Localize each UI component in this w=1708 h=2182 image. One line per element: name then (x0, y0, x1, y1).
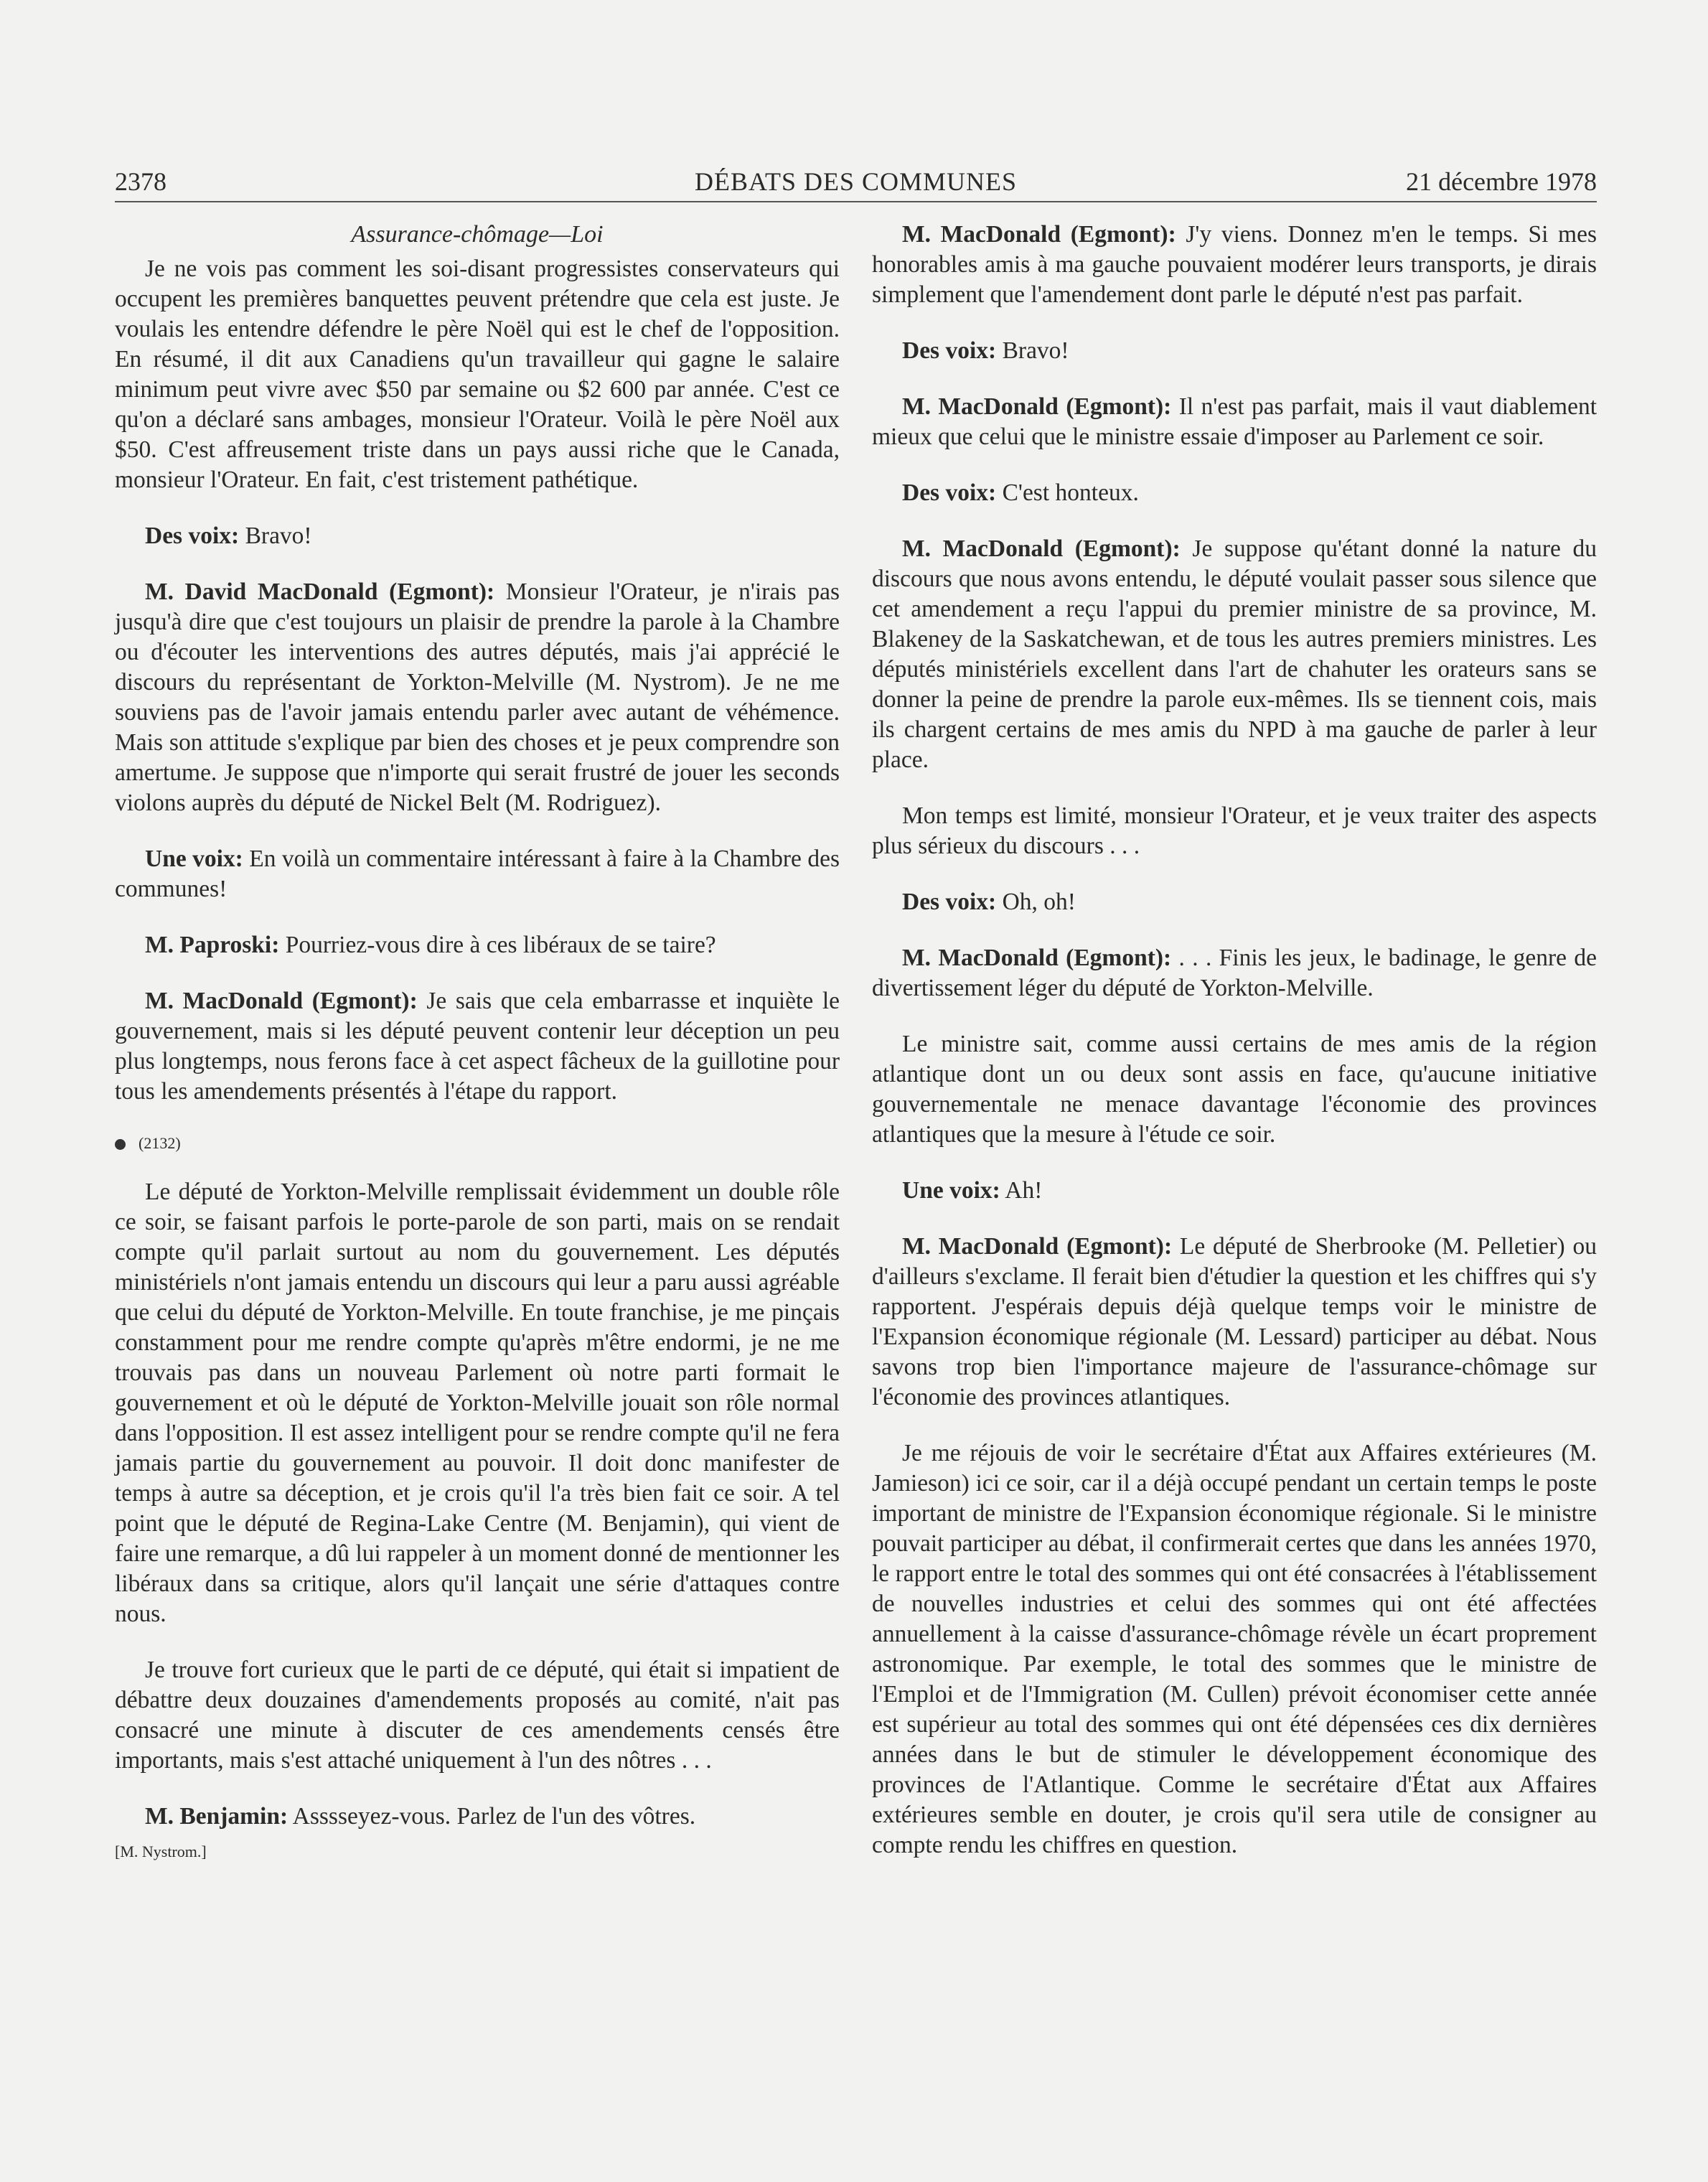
paragraph: Je me réjouis de voir le secrétaire d'État aux Affaires extérieures (M. Jamieson) ici ce soir, car il a déjà occupé pendant un certain temps le poste important de ministre de l'Expansion économique régionale. Si le ministre pouvait participer au débat, il confirmerait certes que dans les années 1970, le rapport entre le total des sommes qui ont été consacrées à l'établissement de nouvelles industries et celui des sommes qui ont été affectées annuellement à la caisse d'assurance-chômage révèle un écart proprement astronomique. Par exemple, le total des sommes que le ministre de l'Emploi et de l'Immigration (M. Cullen) prévoit économiser cette année est supérieur au total des sommes qui ont été dépensées ces dix dernières années dans le but de stimuler le développement économique des provinces de l'Atlantique. Comme le secrétaire d'État aux Affaires extérieures semble en douter, je crois qu'il sera utile de consigner au compte rendu les chiffres en question. (872, 1440, 1597, 1858)
time-marker: (2132) (115, 1133, 840, 1154)
footer-reference: [M. Nystrom.] (115, 1842, 207, 1860)
speaker-name: M. MacDonald (Egmont): (902, 393, 1172, 420)
paragraph: M. Paproski: Pourriez-vous dire à ces libéraux de se taire? (145, 932, 716, 958)
left-column (115, 220, 840, 1862)
speaker-name: M. MacDonald (Egmont): (902, 1233, 1173, 1260)
speaker-name: Des voix: (902, 889, 997, 915)
paragraph: Mon temps est limité, monsieur l'Orateur, et je veux traiter des aspects plus sérieux du discours . . . (872, 802, 1597, 859)
paragraph: Des voix: Bravo! (145, 523, 312, 549)
paragraph: Des voix: Oh, oh! (902, 889, 1076, 915)
publication-date: 21 décembre 1978 (1406, 167, 1597, 196)
paragraph: Une voix: Ah! (902, 1177, 1043, 1204)
speaker-name: M. MacDonald (Egmont): (145, 988, 418, 1014)
paragraph: Le député de Yorkton-Melville remplissait évidemment un double rôle ce soir, se faisant parfois le porte-parole de son parti, mais on se rendait compte qu'il parlait surtout au nom du gouvernement. Les députés ministériels n'ont jamais entendu un discours qui leur a paru aussi agréable que celui du député de Yorkton-Melville. En toute franchise, je me pinçais constamment pour me rendre compte qu'après m'être endormi, je ne me trouvais pas dans un nouveau Parlement où notre parti formait le gouvernement et où le député de Yorkton-Melville jouait son rôle normal dans l'opposition. Il est assez intelligent pour se rendre compte qu'il ne fera jamais partie du gouvernement au pouvoir. Il doit donc manifester de temps à autre sa déception, et je crois qu'il l'a très bien fait ce soir. A tel point que le député de Regina-Lake Centre (M. Benjamin), qui vient de faire une remarque, a dû lui rappeler à un moment donné de mentionner les libéraux dans sa critique, alors qu'il lançait une série d'attaques contre nous. (115, 1179, 840, 1627)
speaker-name: M. MacDonald (Egmont): (902, 945, 1172, 971)
section-title: Assurance-chômage—Loi (351, 221, 604, 248)
speaker-name: Des voix: (902, 479, 997, 506)
paragraph: Une voix: En voilà un commentaire intéressant à faire à la Chambre des communes! (115, 846, 840, 902)
paragraph: Le ministre sait, comme aussi certains de mes amis de la région atlantique dont un ou deux sont assis en face, qu'aucune initiative gouvernementale ne menace davantage l'économie des provinces atlantiques que la mesure à l'étude ce soir. (872, 1031, 1597, 1148)
paragraph: Des voix: Bravo! (902, 337, 1069, 364)
right-column (872, 220, 1597, 1886)
paragraph: M. MacDonald (Egmont): J'y viens. Donnez m'en le temps. Si mes honorables amis à ma gauche pouvaient modérer leurs transports, je dirais simplement que l'amendement dont parle le député n'est pas parfait. (872, 221, 1597, 308)
speaker-name: Une voix: (145, 846, 243, 872)
page-number: 2378 (115, 167, 166, 196)
page-header (115, 162, 1597, 202)
speaker-name: M. MacDonald (Egmont): (902, 535, 1181, 562)
paragraph: M. Benjamin: Asssseyez-vous. Parlez de l'un des vôtres. (145, 1803, 696, 1830)
paragraph: M. David MacDonald (Egmont): Monsieur l'Orateur, je n'irais pas jusqu'à dire que c'est toujours un plaisir de prendre la parole à la Chambre ou d'écouter les interventions des autres députés, mais j'ai apprécié le discours du représentant de Yorkton-Melville (M. Nystrom). Je ne me souviens pas de l'avoir jamais entendu parler avec autant de véhémence. Mais son attitude s'explique par bien des choses et je peux comprendre son amertume. Je suppose que n'importe qui serait frustré de jouer les seconds violons auprès du député de Nickel Belt (M. Rodriguez). (115, 579, 840, 816)
paragraph: M. MacDonald (Egmont): . . . Finis les jeux, le badinage, le genre de divertissement léger du député de Yorkton-Melville. (872, 945, 1597, 1001)
speaker-name: M. David MacDonald (Egmont): (145, 579, 495, 605)
speaker-name: Des voix: (145, 523, 240, 549)
speaker-name: M. Benjamin: (145, 1803, 288, 1830)
speaker-name: M. Paproski: (145, 932, 280, 958)
paragraph: Des voix: C'est honteux. (902, 479, 1139, 506)
speaker-name: Des voix: (902, 337, 997, 364)
paragraph: M. MacDonald (Egmont): Le député de Sherbrooke (M. Pelletier) ou d'ailleurs s'exclame. Il ferait bien d'étudier la question et les chiffres qui s'y rapportent. J'espérais depuis déjà quelque temps voir le ministre de l'Expansion économique régionale (M. Lessard) participer au débat. Nous savons trop bien l'importance majeure de l'assurance-chômage sur l'économie des provinces atlantiques. (872, 1233, 1597, 1410)
paragraph: Je trouve fort curieux que le parti de ce député, qui était si impatient de débattre deux douzaines d'amendements proposés au comité, n'ait pas consacré une minute à discuter de ces amendements censés être importants, mais s'est attaché uniquement à l'un des nôtres . . . (115, 1657, 840, 1774)
paragraph: Je ne vois pas comment les soi-disant progressistes conservateurs qui occupent les premières banquettes peuvent prétendre que cela est juste. Je voulais les entendre défendre le père Noël qui est le chef de l'opposition. En résumé, il dit aux Canadiens qu'un travailleur qui gagne le salaire minimum peut vivre avec $50 par semaine ou $2 600 par année. C'est ce qu'on a déclaré sans ambages, monsieur l'Orateur. Voilà le père Noël aux $50. C'est affreusement triste dans un pays aussi riche que le Canada, monsieur l'Orateur. En fait, c'est tristement pathétique. (115, 256, 840, 493)
speaker-name: Une voix: (902, 1177, 1000, 1204)
paragraph: M. MacDonald (Egmont): Je suppose qu'étant donné la nature du discours que nous avons entendu, le député voulait passer sous silence que cet amendement a reçu l'appui du premier ministre de sa province, M. Blakeney de la Saskatchewan, et de tous les autres premiers ministres. Les députés ministériels excellent dans l'art de chahuter les orateurs sans se donner la peine de prendre la parole eux-mêmes. Ils se tiennent cois, mais ils chargent certains de mes amis du NPD à ma gauche de parler à leur place. (872, 535, 1597, 773)
paragraph: M. MacDonald (Egmont): Il n'est pas parfait, mais il vaut diablement mieux que celui que le ministre essaie d'imposer au Parlement ce soir. (872, 393, 1597, 450)
paragraph: M. MacDonald (Egmont): Je sais que cela embarrasse et inquiète le gouvernement, mais si les député peuvent contenir leur déception un peu plus longtemps, nous ferons face à cet aspect fâcheux de la guillotine pour tous les amendements présentés à l'étape du rapport. (115, 988, 840, 1105)
bullet-icon (115, 1139, 126, 1150)
speaker-name: M. MacDonald (Egmont): (902, 221, 1176, 248)
publication-title: DÉBATS DES COMMUNES (694, 167, 1018, 196)
